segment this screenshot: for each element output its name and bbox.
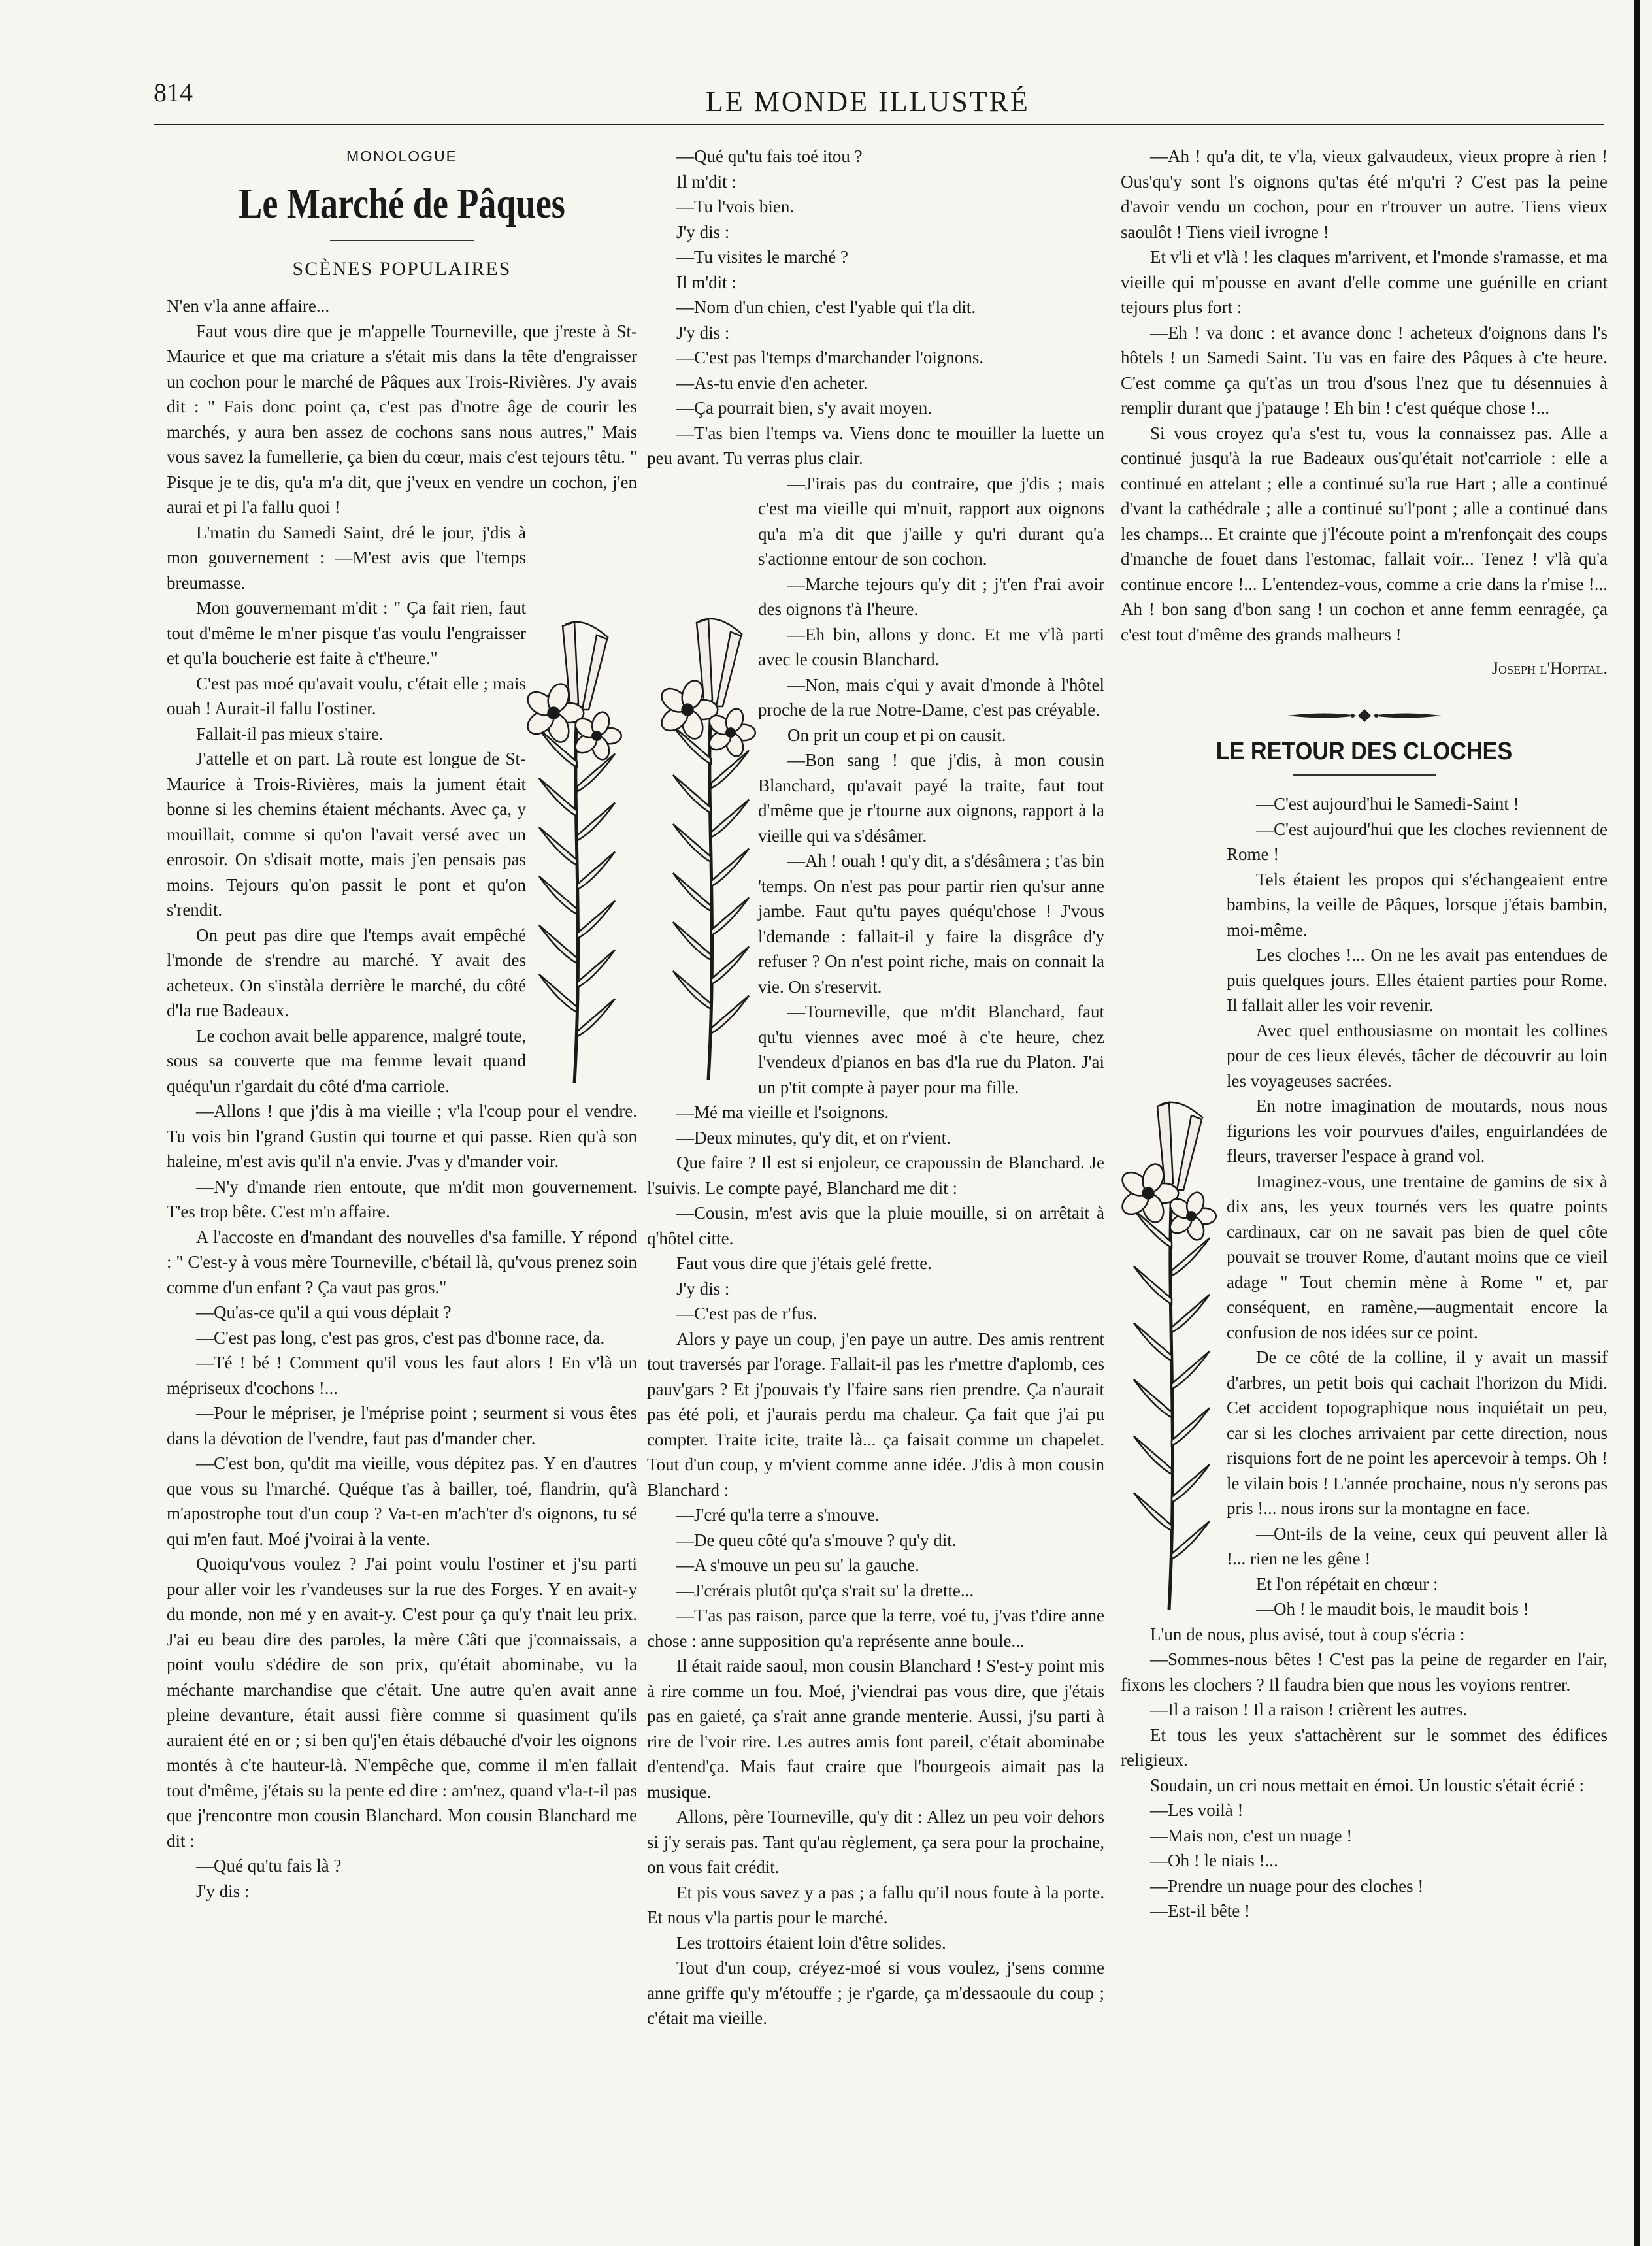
paragraph: —C'est aujourd'hui que les cloches reviennent de Rome ! bbox=[1227, 819, 1608, 864]
paragraph: —Té ! bé ! Comment qu'il vous les faut alors ! En v'là un mépriseux d'cochons !... bbox=[167, 1353, 637, 1398]
paragraph: Et l'on répétait en chœur : bbox=[1256, 1574, 1438, 1594]
paragraph: —As-tu envie d'en acheter. bbox=[676, 372, 868, 393]
paragraph: —J'cré qu'la terre a s'mouve. bbox=[676, 1505, 880, 1525]
paragraph: Que faire ? Il est si enjoleur, ce crapoussin de Blanchard. Je l'suivis. Le compte payé, Blanchard me dit : bbox=[647, 1153, 1104, 1198]
paragraph: On prit un coup et pi on causit. bbox=[787, 725, 1006, 745]
paragraph: —Oh ! le maudit bois, le maudit bois ! bbox=[1256, 1599, 1529, 1619]
paragraph: —J'crérais plutôt qu'ça s'rait su' la drette... bbox=[676, 1580, 974, 1600]
paragraph: Si vous croyez qu'a s'est tu, vous la connaissez pas. Alle a continué jusqu'à la rue Badeaux ous'qu'était not'carriole : elle a continué en attelant ; elle a continué su'la rue Hart ; alle a continué d'vant la cathédrale ; alle a continué su'l'pont ; alle a continué dans les champs... Et crainte que j'l'écoute point a m'renfonçait des coups d'manche de fouet dans l'estomac, fallait voir... Tenez ! v'là qu'a continue encore !... L'entendez-vous, comme a crie dans la r'mise !... Ah ! bon sang d'bon sang ! un cochon et anne femm eenragée, ça c'est tout d'même des grands malheurs ! bbox=[1121, 423, 1608, 644]
paragraph: Il m'dit : bbox=[676, 272, 736, 292]
title-rule bbox=[1293, 774, 1436, 776]
paragraph: —Il a raison ! Il a raison ! crièrent les autres. bbox=[1150, 1700, 1468, 1719]
paragraph: —Deux minutes, qu'y dit, et on r'vient. bbox=[676, 1127, 951, 1148]
paragraph: —J'irais pas du contraire, que j'dis ; mais c'est ma vieille qui m'nuit, rapport aux oignons qu'a m'a dit que j'aille y qu'ri durant qu'a s'actionne entour de son cochon. bbox=[758, 473, 1104, 569]
paragraph: Soudain, un cri nous mettait en émoi. Un loustic s'était écrié : bbox=[1150, 1775, 1584, 1795]
paragraph: —C'est pas l'temps d'marchander l'oignons. bbox=[676, 348, 984, 367]
paragraph: —A s'mouve un peu su' la gauche. bbox=[676, 1555, 919, 1575]
paragraph: —Eh ! va donc : et avance donc ! acheteux d'oignons dans l's hôtels ! un Samedi Saint. Tu vas en faire des Pâques à c'te heure. C'est comme ça qu't'as un trou d'sous l'nez que tu désennuies à remplir durant que j'patauge ! Eh bin ! c'est quéque chose !... bbox=[1121, 322, 1608, 418]
paragraph: —Ont-ils de la veine, ceux qui peuvent aller là !... rien ne les gêne ! bbox=[1227, 1523, 1608, 1568]
paragraph: Et tous les yeux s'attachèrent sur le sommet des édifices religieux. bbox=[1121, 1725, 1608, 1770]
paragraph: —Qué qu'tu fais là ? bbox=[196, 1856, 342, 1875]
paragraph: —Ah ! qu'a dit, te v'la, vieux galvaudeux, vieux propre à rien ! Ous'qu'y sont l's oignons qu'tas été m'qu'ri ? C'est pas la peine d'avoir vendu un cochon, pour en r'trouver un autre. Tiens vieux saoulôt ! Tiens vieil ivrogne ! bbox=[1121, 146, 1608, 242]
paragraph: —Pour le mépriser, je l'méprise point ; seurment si vous êtes dans la dévotion de l'vendre, faut pas d'mander cher. bbox=[167, 1403, 637, 1448]
article-2-title: LE RETOUR DES CLOCHES bbox=[1215, 737, 1513, 765]
paragraph: On peut pas dire que l'temps avait empêché l'monde de s'rendre au marché. Y avait des acheteux. On s'instàla derrière le marché, du côté d'la rue Badeaux. bbox=[167, 925, 526, 1020]
article-kicker: MONOLOGUE bbox=[346, 148, 458, 165]
paragraph: —Tu l'vois bien. bbox=[676, 197, 795, 216]
page-edge bbox=[1634, 0, 1640, 2246]
paragraph: —Ça pourrait bien, s'y avait moyen. bbox=[676, 398, 933, 418]
paragraph: —Bon sang ! que j'dis, à mon cousin Blanchard, qu'avait payé la traite, faut tout d'même que je r'tourne aux oignons, rapport à la vieille qui va s'désâmer. bbox=[758, 750, 1104, 846]
paragraph: —Est-il bête ! bbox=[1150, 1901, 1250, 1921]
title-rule bbox=[330, 240, 474, 241]
paragraph: —Non, mais c'qui y avait d'monde à l'hôtel proche de la rue Notre-Dame, c'est pas créyable. bbox=[758, 674, 1104, 719]
paragraph: Le cochon avait belle apparence, malgré toute, sous sa couverte que ma femme levait quand quéqu'un r'gardait du côté d'ma carriole. bbox=[167, 1025, 526, 1096]
paragraph: —Oh ! le niais !... bbox=[1150, 1851, 1278, 1870]
paragraph: L'matin du Samedi Saint, dré le jour, j'dis à mon gouvernement : —M'est avis que l'temps breumasse. bbox=[167, 522, 526, 593]
paragraph: Imaginez-vous, une trentaine de gamins de six à dix ans, les yeux tournés vers les quatre points cardinaux, car on ne savait pas bien de quel côte pouvait se trouver Rome, d'autant moins que ce vieil adage " Tout chemin mène à Rome " et, par conséquent, en ramène,—augmentait encore la confusion de nos idées sur ce point. bbox=[1227, 1171, 1608, 1342]
paragraph: —Tu visites le marché ? bbox=[676, 247, 848, 267]
paragraph: Et v'li et v'là ! les claques m'arrivent, et l'monde s'ramasse, et ma vieille qui m'pousse en avant d'elle comme une guénille en criant tejours plus fort : bbox=[1121, 247, 1608, 317]
paragraph: —Sommes-nous bêtes ! C'est pas la peine de regarder en l'air, fixons les clochers ? Il faudra bien que nous les voyions rentrer. bbox=[1121, 1649, 1608, 1694]
paragraph: —T'as pas raison, parce que la terre, voé tu, j'vas t'dire anne chose : anne supposition qu'a représente anne boule... bbox=[647, 1606, 1104, 1651]
page-number: 814 bbox=[154, 78, 193, 107]
paragraph: —N'y d'mande rien entoute, que m'dit mon gouvernement. T'es trop bête. C'est m'n affaire. bbox=[167, 1176, 637, 1221]
article-title: Le Marché de Pâques bbox=[239, 179, 565, 227]
paragraph: —De queu côté qu'a s'mouve ? qu'y dit. bbox=[676, 1530, 957, 1550]
paragraph: —Allons ! que j'dis à ma vieille ; v'la l'coup pour el vendre. Tu vois bin l'grand Gustin qui tourne et qui passe. Rien qu'à son haleine, m'est avis qu'il n'a envie. J'vas y d'mander voir. bbox=[167, 1101, 637, 1171]
paragraph: Tels étaient les propos qui s'échangeaient entre bambins, la veille de Pâques, lorsque j'étais bambin, moi-même. bbox=[1227, 869, 1608, 940]
header-rule bbox=[154, 124, 1604, 125]
paragraph: En notre imagination de moutards, nous nous figurions les voir pourvues d'ailes, enguirlandées de fleurs, traverser l'espace à grand vol. bbox=[1227, 1096, 1608, 1166]
paragraph: Avec quel enthousiasme on montait les collines pour de ces lieux élevés, tâcher de découvrir au loin les voyageuses sacrées. bbox=[1227, 1020, 1608, 1091]
paragraph: Quoiqu'vous voulez ? J'ai point voulu l'ostiner et j'su parti pour aller voir les r'vandeuses sur la rue des Forges. Y en avait-y du monde, non mé y en avait-y. C'est pour ça qu'y t'nait leu prix. J'ai eu beau dire des paroles, la mère Câti que j'connaissais, a point voulu s'dédire de son prix, qu'était abominabe, vu la méchante marchandise que c'était. Une autre qu'en avait anne pleine devanture, était aussi fière comme si quasiment qu'ils auraient été en or ; si ben qu'j'en étais débauché d'voir les oignons montés à c'te hauteur-là. N'empêche que, comme il m'en fallait tout d'même, j'étais su la pente ed dire : am'nez, quand v'la-t-il pas que j'rencontre mon cousin Blanchard. Mon cousin Blanchard me dit : bbox=[167, 1554, 637, 1851]
paragraph: —Marche tejours qu'y dit ; j't'en f'rai avoir des oignons t'à l'heure. bbox=[758, 574, 1104, 619]
paragraph: J'y dis : bbox=[196, 1881, 250, 1901]
paragraph: J'y dis : bbox=[676, 1278, 730, 1298]
paragraph: L'un de nous, plus avisé, tout à coup s'écria : bbox=[1150, 1624, 1465, 1644]
paragraph: —Prendre un nuage pour des cloches ! bbox=[1150, 1875, 1424, 1896]
paragraph: Et pis vous savez y a pas ; a fallu qu'il nous foute à la porte. Et nous v'la partis pour le marché. bbox=[647, 1882, 1104, 1927]
paragraph: De ce côté de la colline, il y avait un massif d'arbres, un petit bois qui cachait l'horizon du Midi. Cet accident topographique nous inquiétait un peu, car si les cloches arrivaient par cette direction, nous risquions fort de ne point les apercevoir à temps. Oh ! le vilain bois ! L'année prochaine, nous n'y serons pas pris !... nous irons sur la montagne en face. bbox=[1227, 1347, 1608, 1518]
paragraph: —Cousin, m'est avis que la pluie mouille, si on arrêtait à q'hôtel citte. bbox=[647, 1203, 1104, 1248]
paragraph: —Nom d'un chien, c'est l'yable qui t'la dit. bbox=[676, 297, 976, 317]
lily-illustration bbox=[526, 612, 624, 1089]
paragraph: N'en v'la anne affaire... bbox=[167, 296, 330, 316]
lily-illustration bbox=[1121, 1092, 1219, 1615]
paragraph: —Mais non, c'est un nuage ! bbox=[1150, 1825, 1353, 1845]
paragraph: J'y dis : bbox=[676, 322, 730, 342]
paragraph: Les cloches !... On ne les avait pas entendues de puis quelques jours. Elles étaient parties pour Rome. Il fallait aller les voir revenir. bbox=[1227, 945, 1608, 1015]
paragraph: Tout d'un coup, créyez-moé si vous voulez, j'sens comme anne griffe qu'y m'étouffe ; je r'garde, ça m'dessaoule du coup ; c'était ma vieille. bbox=[647, 1958, 1104, 2028]
running-head: LE MONDE ILLUSTRÉ bbox=[706, 86, 1030, 118]
paragraph: Les trottoirs étaient loin d'être solides. bbox=[676, 1932, 946, 1953]
paragraph: —Qu'as-ce qu'il a qui vous déplait ? bbox=[196, 1302, 452, 1322]
paragraph: —Qué qu'tu fais toé itou ? bbox=[676, 146, 863, 166]
paragraph: Faut vous dire que je m'appelle Tourneville, que j'reste à St-Maurice et que ma criature a s'était mis dans la tête d'engraisser un cochon pour le marché de Pâques aux Trois-Rivières. J'y avais dit : " Fais donc point ça, c'est pas d'notre âge de courir les marchés, y aura ben assez de cochons sans nous autres," Mais vous savez la fumellerie, ça bien du cœur, mais c'est tejours têtu. " Pisque je te dis, qu'a m'a dit, que j'veux en vendre un cochon, j'en aurai et pi l'a fallu quoi ! bbox=[167, 321, 637, 517]
paragraph: —C'est pas long, c'est pas gros, c'est pas d'bonne race, da. bbox=[196, 1327, 605, 1347]
paragraph: J'y dis : bbox=[676, 222, 730, 242]
paragraph: —C'est aujourd'hui le Samedi-Saint ! bbox=[1256, 794, 1519, 814]
ornament-rule-icon bbox=[1286, 708, 1443, 723]
paragraph: Allons, père Tourneville, qu'y dit : Allez un peu voir dehors si j'y serais pas. Tant qu'au règlement, ça sera pour la prochaine, on vous fait crédit. bbox=[647, 1807, 1104, 1877]
column-1 bbox=[167, 144, 637, 1904]
paragraph: J'attelle et on part. Là route est longue de St-Maurice à Trois-Rivières, mais la jument était bonne si les chemins étaient méchants. Avec ça, y mouillait, comme si qu'on l'avait versé avec un enrosoir. On s'disait motte, mais j'en pensais pas moins. Tejours qu'on passit le pont et qu'on s'rendit. bbox=[167, 749, 526, 919]
paragraph: A l'accoste en d'mandant des nouvelles d'sa famille. Y répond : " C'est-y à vous mère Tourneville, c'bétail là, qu'vous prenez soin comme d'un enfant ? Ça vaut pas gros." bbox=[167, 1227, 637, 1297]
lily-illustration bbox=[660, 608, 758, 1085]
paragraph: —T'as bien l'temps va. Viens donc te mouiller la luette un peu avant. Tu verras plus clair. bbox=[647, 423, 1104, 468]
article-subtitle: SCÈNES POPULAIRES bbox=[292, 257, 512, 280]
paragraph: Alors y paye un coup, j'en paye un autre. Des amis rentrent tout traversés par l'orage. Fallait-il pas les r'mettre d'aplomb, ces pauv'gars ? Et j'pouvais t'y l'faire sans rien prendre. Ça n'aurait pas été poli, et j'aurais perdu ma chaleur. Ça fait que j'ai pu compter. Traite icite, traite là... ça faisait comme un chapelet. Tout d'un coup, y m'vient comme anne idée. J'dis à mon cousin Blanchard : bbox=[647, 1329, 1104, 1500]
paragraph: Il était raide saoul, mon cousin Blanchard ! S'est-y point mis à rire comme un fou. Moé, j'viendrai pas vous dire, que j'étais pas en gaieté, ça s'rait anne grande menterie. Aussi, j'su parti à rire de l'voir rire. Les autres amis font pareil, c'était abominabe d'entend'ça. Mais faut craire que l'bourgeois aimait pas la musique. bbox=[647, 1656, 1104, 1802]
author-signature: Joseph l'Hopital. bbox=[1491, 659, 1608, 678]
column-3 bbox=[1121, 144, 1608, 1924]
paragraph: —Mé ma vieille et l'soignons. bbox=[676, 1102, 889, 1122]
paragraph: Il m'dit : bbox=[676, 171, 736, 191]
section-ornament bbox=[1121, 708, 1608, 723]
paragraph: —Eh bin, allons y donc. Et me v'là parti avec le cousin Blanchard. bbox=[758, 624, 1104, 669]
paragraph: —Ah ! ouah ! qu'y dit, a s'désâmera ; t'as bin 'temps. On n'est pas pour partir rien qu'sur anne jambe. Faut qu'tu payes quéqu'chose ! J'vous l'demande : fallait-il y faire la disgrâce d'y refuser ? On n'est point riche, mais on connait la vie. On s'reservit. bbox=[758, 851, 1104, 997]
column-2 bbox=[647, 144, 1104, 2031]
paragraph: Faut vous dire que j'étais gelé frette. bbox=[676, 1253, 932, 1273]
paragraph: Fallait-il pas mieux s'taire. bbox=[196, 723, 384, 744]
paragraph: —C'est bon, qu'dit ma vieille, vous dépitez pas. Y en d'autres que vous su l'marché. Quéque t'as à bailler, toé, flandrin, qu'à m'apostrophe tout d'un coup ? Va-t-en m'ach'ter d's oignons, tu sé qui m'en faut. Moé j'voirai à la vente. bbox=[167, 1453, 637, 1549]
paragraph: C'est pas moé qu'avait voulu, c'était elle ; mais ouah ! Aurait-il fallu l'ostiner. bbox=[167, 673, 526, 718]
paragraph: Mon gouvernemant m'dit : " Ça fait rien, faut tout d'même le m'ner pisque t'as voulu l'engraisser et qu'la boucherie est faite à c't'heure." bbox=[167, 598, 526, 668]
paragraph: —Tourneville, que m'dit Blanchard, faut qu'tu viennes avec moé à c'te heure, chez l'vendeux d'pianos en bas d'la rue du Platon. J'ai un p'tit compte à payer pour ma fille. bbox=[758, 1002, 1104, 1097]
paragraph: —Les voilà ! bbox=[1150, 1800, 1244, 1820]
paragraph: —C'est pas de r'fus. bbox=[676, 1304, 818, 1323]
